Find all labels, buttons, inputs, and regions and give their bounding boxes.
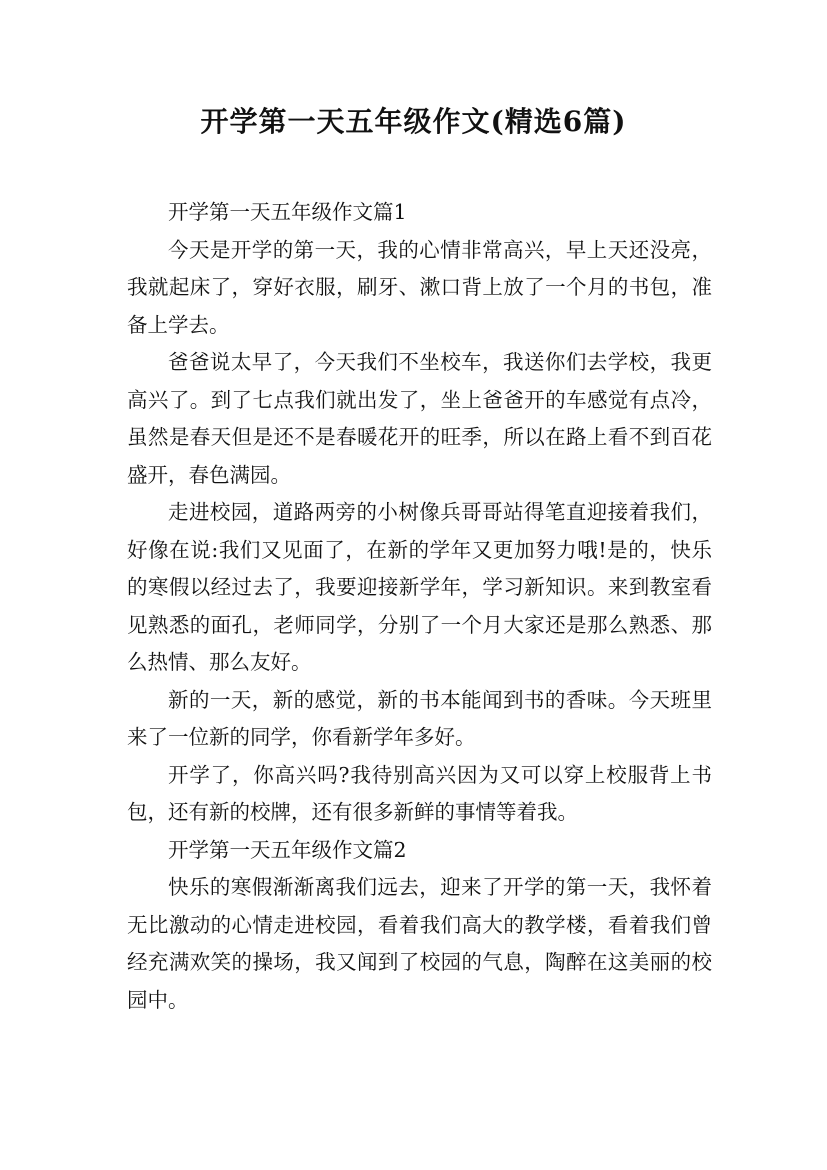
paragraph-1-1: 今天是开学的第一天，我的心情非常高兴，早上天还没亮，我就起床了，穿好衣服，刷牙、漱口背上放了一个月的书包，准备上学去。	[127, 237, 712, 337]
document-title: 开学第一天五年级作文(精选6篇)	[200, 105, 627, 138]
paragraph-1-5: 开学了，你高兴吗?我待别高兴因为又可以穿上校服背上书包，还有新的校牌，还有很多新鲜的事情等着我。	[127, 762, 712, 824]
section-heading-2: 开学第一天五年级作文篇2	[168, 837, 407, 862]
paragraph-1-4: 新的一天，新的感觉，新的书本能闻到书的香味。今天班里来了一位新的同学，你看新学年多好。	[127, 687, 712, 749]
document-body	[127, 194, 712, 1019]
paragraph-1-3: 走进校园，道路两旁的小树像兵哥哥站得笔直迎接着我们，好像在说:我们又见面了，在新的学年又更加努力哦!是的，快乐的寒假以经过去了，我要迎接新学年，学习新知识。来到教室看见熟悉的面孔，老师同学，分别了一个月大家还是那么熟悉、那么热情、那么友好。	[127, 500, 712, 674]
paragraph-2-1: 快乐的寒假渐渐离我们远去，迎来了开学的第一天，我怀着无比激动的心情走进校园，看着我们高大的教学楼，看着我们曾经充满欢笑的操场，我又闻到了校园的气息，陶醉在这美丽的校园中。	[127, 875, 712, 1012]
paragraph-1-2: 爸爸说太早了，今天我们不坐校车，我送你们去学校，我更高兴了。到了七点我们就出发了，坐上爸爸开的车感觉有点冷，虽然是春天但是还不是春暖花开的旺季，所以在路上看不到百花盛开，春色满园。	[127, 350, 712, 487]
section-heading-1: 开学第一天五年级作文篇1	[168, 200, 407, 224]
